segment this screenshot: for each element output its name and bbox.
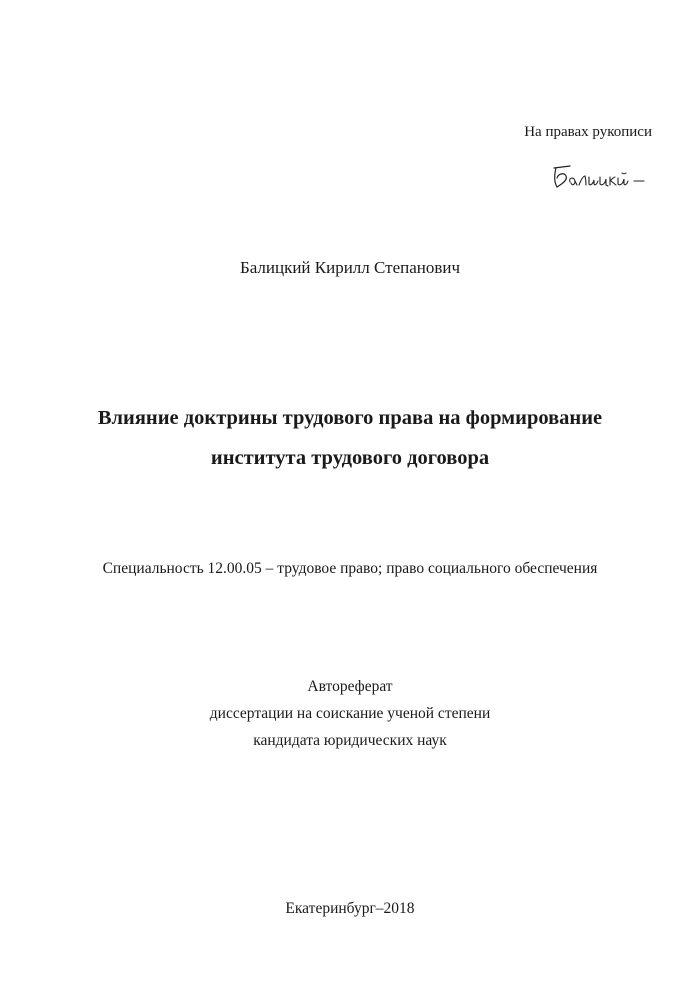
city-year: Екатеринбург–2018 <box>285 900 415 917</box>
abstract-line-1: Автореферат <box>307 678 393 695</box>
title-line-1: Влияние доктрины трудового права на формирование <box>97 407 603 429</box>
abstract-block <box>0 673 700 754</box>
abstract-line-2: диссертации на соискание ученой степени <box>209 705 491 722</box>
specialty-line: Специальность 12.00.05 – трудовое право; право социального обеспечения <box>102 560 598 577</box>
author-name: Балицкий Кирилл Степанович <box>239 258 461 277</box>
title-line-2: института трудового договора <box>210 447 490 469</box>
rights-notice: На правах рукописи <box>524 124 652 140</box>
abstract-line-3: кандидата юридических наук <box>253 732 447 749</box>
handwritten-signature <box>548 160 658 192</box>
dissertation-title <box>40 398 660 478</box>
